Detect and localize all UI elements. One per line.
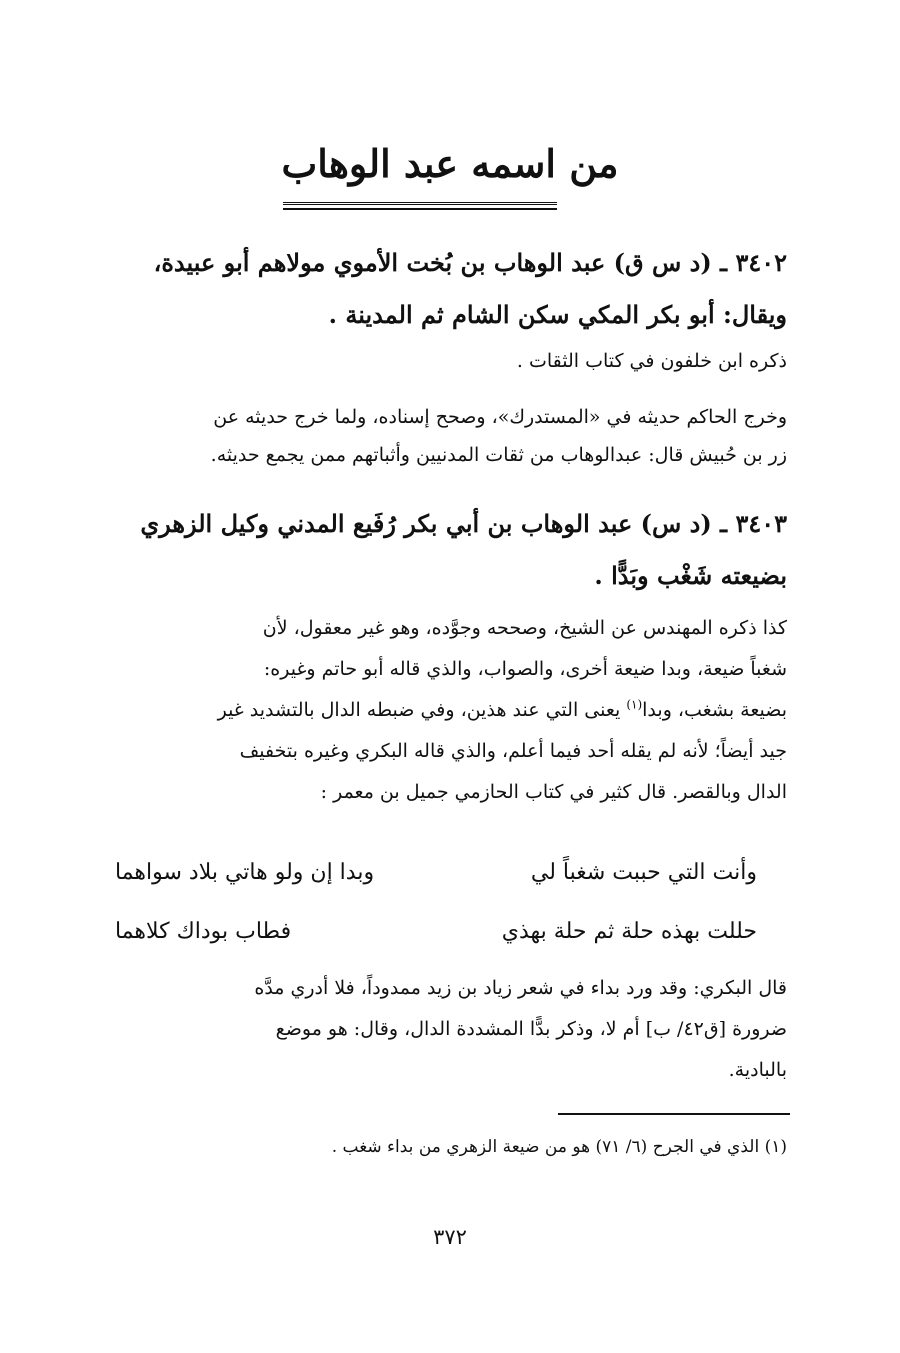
footnote: (١) الذي في الجرح (٦/ ٧١) هو من ضيعة الزهري من بداء شغب . — [331, 1137, 787, 1157]
paragraph-muhandis-line-4: جيد أيضاً؛ لأنه لم يقله أحد فيما أعلم، والذي قاله البكري وغيره بتخفيف — [239, 740, 787, 762]
paragraph-hakim-line-2: زر بن حُبيش قال: عبدالوهاب من ثقات المدنيين وأثباتهم ممن يجمع حديثه. — [210, 444, 787, 466]
paragraph-muhandis-line-5: الدال وبالقصر. قال كثير في كتاب الحازمي جميل بن معمر : — [320, 781, 787, 803]
poem-verse-2 — [95, 912, 787, 952]
footnote-separator — [558, 1113, 790, 1115]
heading-underline — [283, 202, 557, 205]
paragraph-muhandis — [95, 608, 787, 813]
paragraph-thiqat — [95, 341, 787, 382]
footnote-marker[interactable]: (١) — [626, 697, 643, 712]
paragraph-bakri-line-3: بالبادية. — [728, 1059, 787, 1081]
poem-verse-2-first-hemistich: حللت بهذه حلة ثم حلة بهذي — [501, 919, 757, 944]
paragraph-muhandis-line-2: شغباً ضيعة، وبدا ضيعة أخرى، والصواب، والذي قاله أبو حاتم وغيره: — [263, 658, 787, 680]
paragraph-muhandis-line-3-end: يعنى التي عند هذين، وفي ضبطه الدال بالتشديد غير — [217, 699, 627, 721]
page-number: ٣٧٢ — [433, 1225, 467, 1249]
paragraph-hakim — [95, 398, 787, 474]
paragraph-muhandis-line-3 — [95, 690, 787, 731]
heading-underline-bar — [283, 208, 557, 210]
entry-3403-line-1: ٣٤٠٣ ـ (د س) عبد الوهاب بن أبي بكر رُفَيع المدني وكيل الزهري — [140, 509, 787, 538]
poem-verse-1-second-hemistich: وبدا إن ولو هاتي بلاد سواهما — [115, 860, 375, 885]
section-heading: من اسمه عبد الوهاب — [281, 141, 619, 186]
entry-3402-line-1: ٣٤٠٢ ـ (د س ق) عبد الوهاب بن بُخت الأموي مولاهم أبو عبيدة، — [153, 248, 787, 277]
paragraph-bakri-line-2: ضرورة [ق٤٢/ ب] أم لا، وذكر بدًّا المشددة الدال، وقال: هو موضع — [275, 1018, 787, 1040]
poem-verse-1 — [95, 853, 787, 893]
poem-verse-2-second-hemistich: فطاب بوداك كلاهما — [115, 919, 292, 944]
entry-3403 — [95, 498, 787, 602]
entry-3403-line-2: بضيعته شَغْب وبَدًّا . — [594, 561, 787, 590]
paragraph-muhandis-line-3-start: بضيعة بشغب، وبدا — [642, 699, 787, 721]
paragraph-thiqat-line: ذكره ابن خلفون في كتاب الثقات . — [516, 350, 787, 372]
paragraph-hakim-line-1: وخرج الحاكم حديثه في «المستدرك»، وصحح إسناده، ولما خرج حديثه عن — [213, 406, 787, 428]
paragraph-muhandis-line-1: كذا ذكره المهندس عن الشيخ، وصححه وجوَّده، وهو غير معقول، لأن — [262, 617, 787, 639]
poem-verse-1-first-hemistich: وأنت التي حببت شغباً لي — [530, 860, 757, 885]
paragraph-bakri-line-1: قال البكري: وقد ورد بداء في شعر زياد بن زيد ممدوداً، فلا أدري مدَّه — [254, 977, 787, 999]
entry-3402 — [95, 237, 787, 341]
entry-3402-line-2: ويقال: أبو بكر المكي سكن الشام ثم المدينة . — [328, 300, 787, 329]
paragraph-bakri — [95, 968, 787, 1091]
